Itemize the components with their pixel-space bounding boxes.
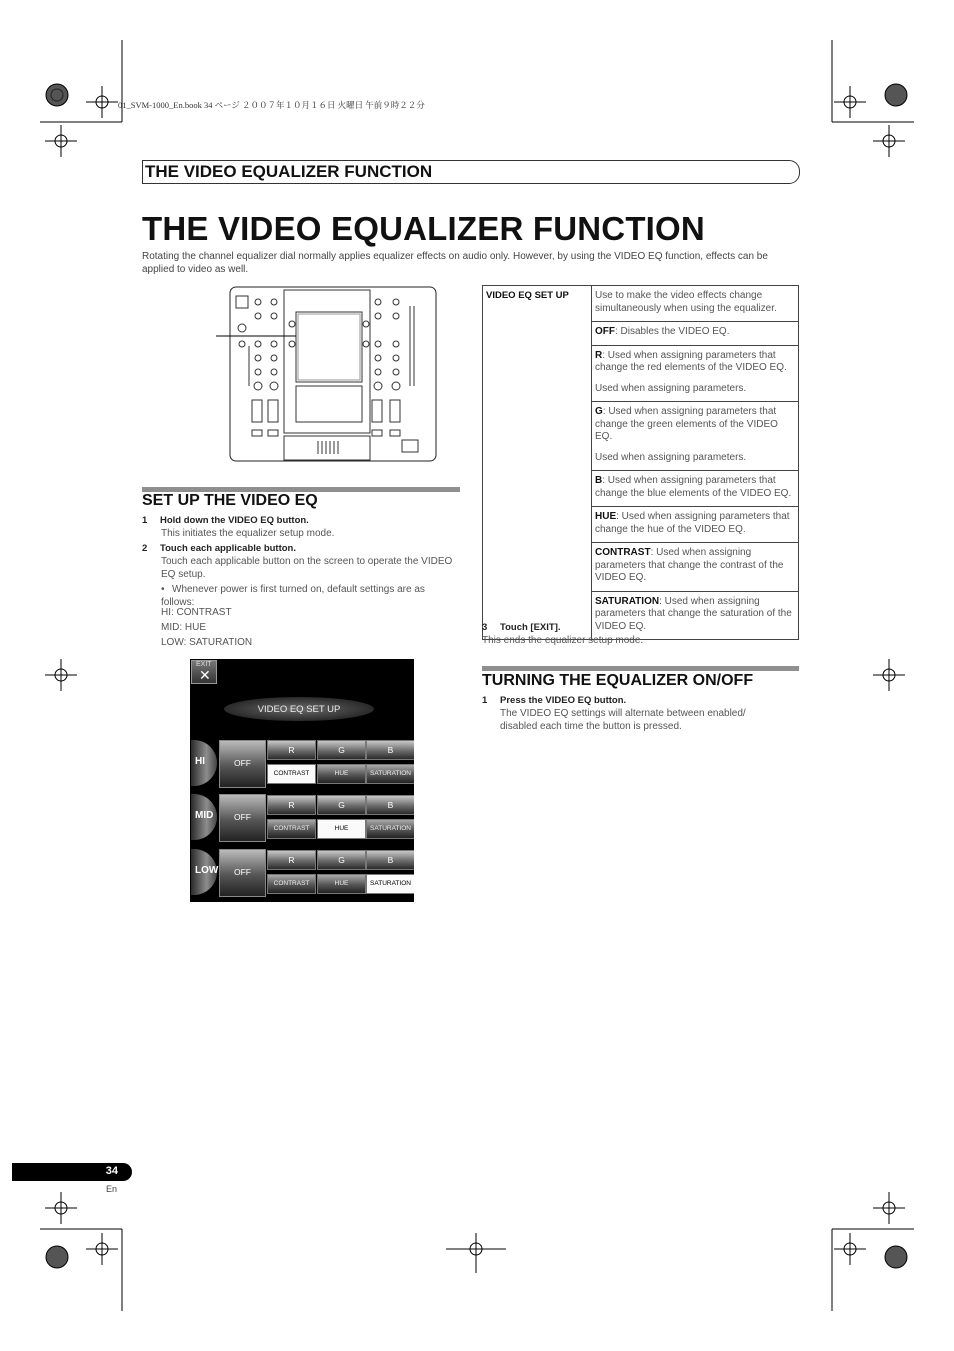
r-label: R <box>288 800 295 810</box>
onoff-step-1-desc: The VIDEO EQ settings will alternate between enabled/ disabled each time the button is pressed. <box>500 708 746 732</box>
mid-g-button[interactable] <box>317 795 366 815</box>
contrast-label: CONTRAST <box>273 825 310 832</box>
print-header: 01_SVM-1000_En.book 34 ページ ２００７年１０月１６日 火曜日 午前９時２２分 <box>118 100 425 110</box>
step-number: 3 <box>482 622 488 633</box>
default-settings-bullet: • Whenever power is first turned on, default settings are as follows: <box>161 584 425 608</box>
step-number: 1 <box>482 695 488 706</box>
step-label: Touch [EXIT]. <box>500 622 561 633</box>
saturation-label: SATURATION <box>370 770 411 777</box>
hi-saturation-button[interactable] <box>366 764 414 784</box>
step-label: Hold down the VIDEO EQ button. <box>160 515 309 526</box>
off-label: OFF <box>234 758 251 768</box>
table-row <box>483 286 799 322</box>
low-hue-button[interactable] <box>317 874 366 894</box>
row-label-mid <box>191 794 217 840</box>
term-desc: : Used when assigning parameters that change the saturation of the VIDEO EQ. <box>595 595 792 632</box>
exit-label: EXIT <box>196 661 212 668</box>
low-g-button[interactable] <box>317 850 366 870</box>
mid-off-button[interactable] <box>219 794 266 842</box>
term-desc: : Used when assigning parameters that change the blue elements of the VIDEO EQ. <box>595 475 792 499</box>
default-mid: MID: HUE <box>161 622 206 633</box>
g-label: G <box>338 745 345 755</box>
term: B <box>595 475 603 486</box>
setup-step-1-desc: This initiates the equalizer setup mode. <box>161 528 335 539</box>
close-icon: ✕ <box>199 667 211 683</box>
table-cell-off <box>592 322 799 346</box>
g-label: G <box>338 800 345 810</box>
screen-title-text: VIDEO EQ SET UP <box>257 704 341 715</box>
setup-step-3 <box>482 622 561 633</box>
term-extra: Used when assigning parameters. <box>595 382 747 394</box>
table-header-cell: VIDEO EQ SET UP <box>483 286 592 640</box>
row-label-text: HI <box>195 756 205 767</box>
term-extra: Used when assigning parameters. <box>595 451 747 463</box>
hi-g-button[interactable] <box>317 740 366 760</box>
section-title: THE VIDEO EQUALIZER FUNCTION <box>145 162 433 181</box>
page-number-tab <box>12 1163 132 1181</box>
intro-paragraph: Rotating the channel equalizer dial normally applies equalizer effects on audio only. However, by using the VIDEO EQ function, effects can be applied to video as well. <box>142 251 768 275</box>
low-contrast-button[interactable] <box>267 874 316 894</box>
exit-button[interactable] <box>191 660 217 684</box>
mid-hue-button[interactable] <box>317 819 366 839</box>
term: R <box>595 349 603 361</box>
g-label: G <box>338 855 345 865</box>
contrast-label: CONTRAST <box>273 770 310 777</box>
r-label: R <box>288 855 295 865</box>
screen-title <box>224 697 374 721</box>
language-label: En <box>106 1184 118 1194</box>
page-title: THE VIDEO EQUALIZER FUNCTION <box>142 210 705 247</box>
low-r-button[interactable] <box>267 850 316 870</box>
term-desc: : Disables the VIDEO EQ. <box>615 326 730 337</box>
table-cell-contrast <box>592 543 799 592</box>
hi-b-button[interactable] <box>366 740 414 760</box>
hi-contrast-button[interactable] <box>267 764 316 784</box>
step-label: Press the VIDEO EQ button. <box>500 695 627 706</box>
saturation-label: SATURATION <box>370 825 411 832</box>
section-header-bar <box>142 160 800 184</box>
low-b-button[interactable] <box>366 850 414 870</box>
hue-label: HUE <box>334 880 349 887</box>
table-cell-b <box>592 471 799 507</box>
term: OFF <box>595 326 615 337</box>
mid-b-button[interactable] <box>366 795 414 815</box>
off-label: OFF <box>234 867 251 877</box>
step-number: 1 <box>142 515 148 526</box>
mid-contrast-button[interactable] <box>267 819 316 839</box>
table-cell-g <box>592 402 799 471</box>
default-low: LOW: SATURATION <box>161 637 253 648</box>
term: G <box>595 406 603 417</box>
b-label: B <box>387 745 394 755</box>
page-number: 34 <box>105 1165 118 1177</box>
row-label-text: MID <box>195 810 214 821</box>
r-label: R <box>288 745 295 755</box>
hi-r-button[interactable] <box>267 740 316 760</box>
row-label-text: LOW <box>195 865 219 876</box>
low-off-button[interactable] <box>219 849 266 897</box>
step-label: Touch each applicable button. <box>160 543 297 554</box>
row-label-low <box>191 849 217 895</box>
row-label-hi <box>191 740 217 786</box>
table-intro-cell: Use to make the video effects change simultaneously when using the equalizer. <box>592 286 799 322</box>
mixer-illustration <box>216 286 438 463</box>
table-cell-saturation <box>592 591 799 640</box>
onoff-heading-bar <box>482 666 799 671</box>
table-cell-r <box>592 345 799 402</box>
setup-step-3-desc: This ends the equalizer setup mode. <box>482 635 644 646</box>
b-label: B <box>387 855 394 865</box>
off-label: OFF <box>234 812 251 822</box>
term-desc: : Used when assigning parameters that change the red elements of the VIDEO EQ. <box>595 349 787 373</box>
mid-r-button[interactable] <box>267 795 316 815</box>
term: CONTRAST <box>595 547 651 558</box>
hue-label: HUE <box>334 770 349 777</box>
onoff-heading: TURNING THE EQUALIZER ON/OFF <box>482 672 754 689</box>
table-cell-hue <box>592 507 799 543</box>
setup-heading: SET UP THE VIDEO EQ <box>142 492 318 509</box>
term: HUE <box>595 511 617 522</box>
hue-label: HUE <box>334 825 349 832</box>
mid-saturation-button[interactable] <box>366 819 414 839</box>
term-desc: : Used when assigning parameters that change the green elements of the VIDEO EQ. <box>595 406 778 442</box>
contrast-label: CONTRAST <box>273 880 310 887</box>
hi-hue-button[interactable] <box>317 764 366 784</box>
step-number: 2 <box>142 543 148 554</box>
saturation-label: SATURATION <box>370 880 411 887</box>
term-desc: : Used when assigning parameters that change the hue of the VIDEO EQ. <box>595 511 790 535</box>
video-eq-table <box>482 285 799 640</box>
video-eq-screen <box>190 659 414 902</box>
low-saturation-button[interactable] <box>366 874 414 894</box>
setup-step-1 <box>142 515 309 526</box>
term: SATURATION <box>595 595 660 607</box>
default-hi: HI: CONTRAST <box>161 607 232 618</box>
setup-step-2 <box>142 543 296 554</box>
hi-off-button[interactable] <box>219 740 266 788</box>
bullet-text: Whenever power is first turned on, default settings are as follows: <box>161 584 425 608</box>
term-desc: : Used when assigning parameters that change the contrast of the VIDEO EQ. <box>595 547 784 583</box>
b-label: B <box>387 800 394 810</box>
setup-step-2-desc: Touch each applicable button on the screen to operate the VIDEO EQ setup. <box>161 556 453 580</box>
onoff-step-1 <box>482 695 626 706</box>
